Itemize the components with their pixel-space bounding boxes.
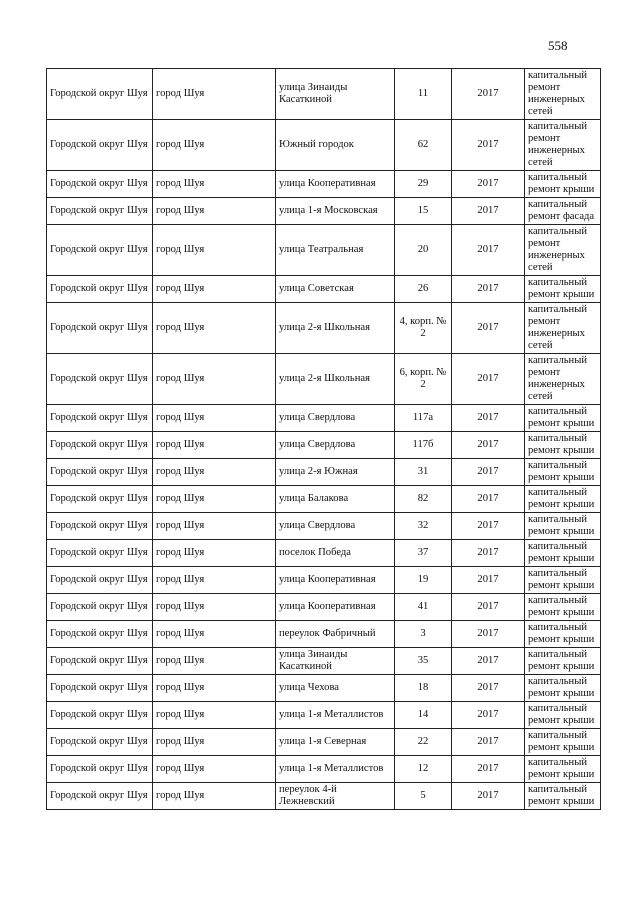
municipality-cell: Городской округ Шуя [47, 171, 153, 198]
work-type-cell: капитальный ремонт инженерных сетей [525, 354, 601, 405]
street-cell: улица 2-я Южная [276, 459, 395, 486]
year-cell: 2017 [452, 303, 525, 354]
house-number-cell: 6, корп. № 2 [395, 354, 452, 405]
municipality-cell: Городской округ Шуя [47, 567, 153, 594]
year-cell: 2017 [452, 675, 525, 702]
municipality-cell: Городской округ Шуя [47, 486, 153, 513]
work-type-cell: капитальный ремонт крыши [525, 459, 601, 486]
table-row [47, 567, 601, 594]
work-type-cell: капитальный ремонт крыши [525, 432, 601, 459]
year-cell: 2017 [452, 354, 525, 405]
city-cell: город Шуя [153, 702, 276, 729]
street-cell: улица Кооперативная [276, 567, 395, 594]
street-cell: улица Балакова [276, 486, 395, 513]
city-cell: город Шуя [153, 486, 276, 513]
table-row [47, 540, 601, 567]
city-cell: город Шуя [153, 513, 276, 540]
year-cell: 2017 [452, 567, 525, 594]
municipality-cell: Городской округ Шуя [47, 783, 153, 810]
year-cell: 2017 [452, 621, 525, 648]
street-cell: Южный городок [276, 120, 395, 171]
table-row [47, 783, 601, 810]
street-cell: улица Зинаиды Касаткиной [276, 648, 395, 675]
city-cell: город Шуя [153, 276, 276, 303]
municipality-cell: Городской округ Шуя [47, 648, 153, 675]
municipality-cell: Городской округ Шуя [47, 276, 153, 303]
year-cell: 2017 [452, 120, 525, 171]
street-cell: улица Чехова [276, 675, 395, 702]
year-cell: 2017 [452, 459, 525, 486]
work-type-cell: капитальный ремонт крыши [525, 486, 601, 513]
street-cell: улица 2-я Школьная [276, 354, 395, 405]
house-number-cell: 32 [395, 513, 452, 540]
table-row [47, 702, 601, 729]
year-cell: 2017 [452, 276, 525, 303]
work-type-cell: капитальный ремонт крыши [525, 567, 601, 594]
municipality-cell: Городской округ Шуя [47, 432, 153, 459]
work-type-cell: капитальный ремонт инженерных сетей [525, 225, 601, 276]
year-cell: 2017 [452, 729, 525, 756]
year-cell: 2017 [452, 702, 525, 729]
table-row [47, 648, 601, 675]
city-cell: город Шуя [153, 675, 276, 702]
municipality-cell: Городской округ Шуя [47, 729, 153, 756]
house-number-cell: 29 [395, 171, 452, 198]
street-cell: поселок Победа [276, 540, 395, 567]
year-cell: 2017 [452, 540, 525, 567]
table-row [47, 276, 601, 303]
work-type-cell: капитальный ремонт крыши [525, 405, 601, 432]
table-row [47, 69, 601, 120]
street-cell: улица Зинаиды Касаткиной [276, 69, 395, 120]
city-cell: город Шуя [153, 354, 276, 405]
street-cell: улица Кооперативная [276, 594, 395, 621]
table-row [47, 594, 601, 621]
year-cell: 2017 [452, 432, 525, 459]
municipality-cell: Городской округ Шуя [47, 225, 153, 276]
work-type-cell: капитальный ремонт инженерных сетей [525, 69, 601, 120]
city-cell: город Шуя [153, 171, 276, 198]
street-cell: улица Советская [276, 276, 395, 303]
house-number-cell: 18 [395, 675, 452, 702]
work-type-cell: капитальный ремонт крыши [525, 756, 601, 783]
city-cell: город Шуя [153, 540, 276, 567]
table-row [47, 225, 601, 276]
municipality-cell: Городской округ Шуя [47, 69, 153, 120]
registry-body [47, 69, 601, 810]
street-cell: улица Кооперативная [276, 171, 395, 198]
house-number-cell: 26 [395, 276, 452, 303]
table-row [47, 513, 601, 540]
municipality-cell: Городской округ Шуя [47, 120, 153, 171]
house-number-cell: 5 [395, 783, 452, 810]
street-cell: улица 1-я Металлистов [276, 756, 395, 783]
city-cell: город Шуя [153, 621, 276, 648]
year-cell: 2017 [452, 69, 525, 120]
page-number: 558 [548, 38, 568, 53]
municipality-cell: Городской округ Шуя [47, 594, 153, 621]
table-row [47, 405, 601, 432]
house-number-cell: 117б [395, 432, 452, 459]
house-number-cell: 20 [395, 225, 452, 276]
city-cell: город Шуя [153, 459, 276, 486]
work-type-cell: капитальный ремонт крыши [525, 702, 601, 729]
street-cell: переулок Фабричный [276, 621, 395, 648]
table-row [47, 198, 601, 225]
work-type-cell: капитальный ремонт крыши [525, 540, 601, 567]
table-row [47, 303, 601, 354]
municipality-cell: Городской округ Шуя [47, 354, 153, 405]
municipality-cell: Городской округ Шуя [47, 303, 153, 354]
house-number-cell: 37 [395, 540, 452, 567]
year-cell: 2017 [452, 198, 525, 225]
municipality-cell: Городской округ Шуя [47, 702, 153, 729]
house-number-cell: 62 [395, 120, 452, 171]
table-row [47, 354, 601, 405]
city-cell: город Шуя [153, 198, 276, 225]
year-cell: 2017 [452, 756, 525, 783]
street-cell: переулок 4-й Лежневский [276, 783, 395, 810]
street-cell: улица Театральная [276, 225, 395, 276]
city-cell: город Шуя [153, 120, 276, 171]
city-cell: город Шуя [153, 69, 276, 120]
city-cell: город Шуя [153, 648, 276, 675]
house-number-cell: 12 [395, 756, 452, 783]
house-number-cell: 15 [395, 198, 452, 225]
house-number-cell: 41 [395, 594, 452, 621]
street-cell: улица 2-я Школьная [276, 303, 395, 354]
street-cell: улица 1-я Московская [276, 198, 395, 225]
table-row [47, 120, 601, 171]
house-number-cell: 22 [395, 729, 452, 756]
municipality-cell: Городской округ Шуя [47, 540, 153, 567]
city-cell: город Шуя [153, 783, 276, 810]
city-cell: город Шуя [153, 756, 276, 783]
work-type-cell: капитальный ремонт крыши [525, 276, 601, 303]
house-number-cell: 117а [395, 405, 452, 432]
house-number-cell: 31 [395, 459, 452, 486]
municipality-cell: Городской округ Шуя [47, 513, 153, 540]
year-cell: 2017 [452, 648, 525, 675]
table-row [47, 486, 601, 513]
year-cell: 2017 [452, 405, 525, 432]
table-row [47, 675, 601, 702]
table-row [47, 756, 601, 783]
house-number-cell: 14 [395, 702, 452, 729]
city-cell: город Шуя [153, 225, 276, 276]
work-type-cell: капитальный ремонт крыши [525, 783, 601, 810]
city-cell: город Шуя [153, 729, 276, 756]
year-cell: 2017 [452, 171, 525, 198]
work-type-cell: капитальный ремонт фасада [525, 198, 601, 225]
work-type-cell: капитальный ремонт инженерных сетей [525, 120, 601, 171]
municipality-cell: Городской округ Шуя [47, 459, 153, 486]
year-cell: 2017 [452, 225, 525, 276]
municipality-cell: Городской округ Шуя [47, 675, 153, 702]
table-row [47, 729, 601, 756]
city-cell: город Шуя [153, 405, 276, 432]
work-type-cell: капитальный ремонт крыши [525, 513, 601, 540]
work-type-cell: капитальный ремонт крыши [525, 621, 601, 648]
table-row [47, 621, 601, 648]
table-row [47, 171, 601, 198]
city-cell: город Шуя [153, 594, 276, 621]
municipality-cell: Городской округ Шуя [47, 405, 153, 432]
house-number-cell: 3 [395, 621, 452, 648]
street-cell: улица Свердлова [276, 405, 395, 432]
table-row [47, 432, 601, 459]
year-cell: 2017 [452, 513, 525, 540]
house-number-cell: 82 [395, 486, 452, 513]
work-type-cell: капитальный ремонт крыши [525, 648, 601, 675]
house-number-cell: 35 [395, 648, 452, 675]
city-cell: город Шуя [153, 567, 276, 594]
work-type-cell: капитальный ремонт крыши [525, 729, 601, 756]
work-type-cell: капитальный ремонт инженерных сетей [525, 303, 601, 354]
work-type-cell: капитальный ремонт крыши [525, 594, 601, 621]
city-cell: город Шуя [153, 432, 276, 459]
street-cell: улица 1-я Металлистов [276, 702, 395, 729]
house-number-cell: 19 [395, 567, 452, 594]
municipality-cell: Городской округ Шуя [47, 621, 153, 648]
municipality-cell: Городской округ Шуя [47, 198, 153, 225]
year-cell: 2017 [452, 594, 525, 621]
house-number-cell: 11 [395, 69, 452, 120]
year-cell: 2017 [452, 783, 525, 810]
street-cell: улица Свердлова [276, 432, 395, 459]
year-cell: 2017 [452, 486, 525, 513]
street-cell: улица Свердлова [276, 513, 395, 540]
work-type-cell: капитальный ремонт крыши [525, 171, 601, 198]
municipality-cell: Городской округ Шуя [47, 756, 153, 783]
work-type-cell: капитальный ремонт крыши [525, 675, 601, 702]
table-row [47, 459, 601, 486]
house-number-cell: 4, корп. № 2 [395, 303, 452, 354]
street-cell: улица 1-я Северная [276, 729, 395, 756]
city-cell: город Шуя [153, 303, 276, 354]
repair-registry-table [46, 68, 601, 810]
